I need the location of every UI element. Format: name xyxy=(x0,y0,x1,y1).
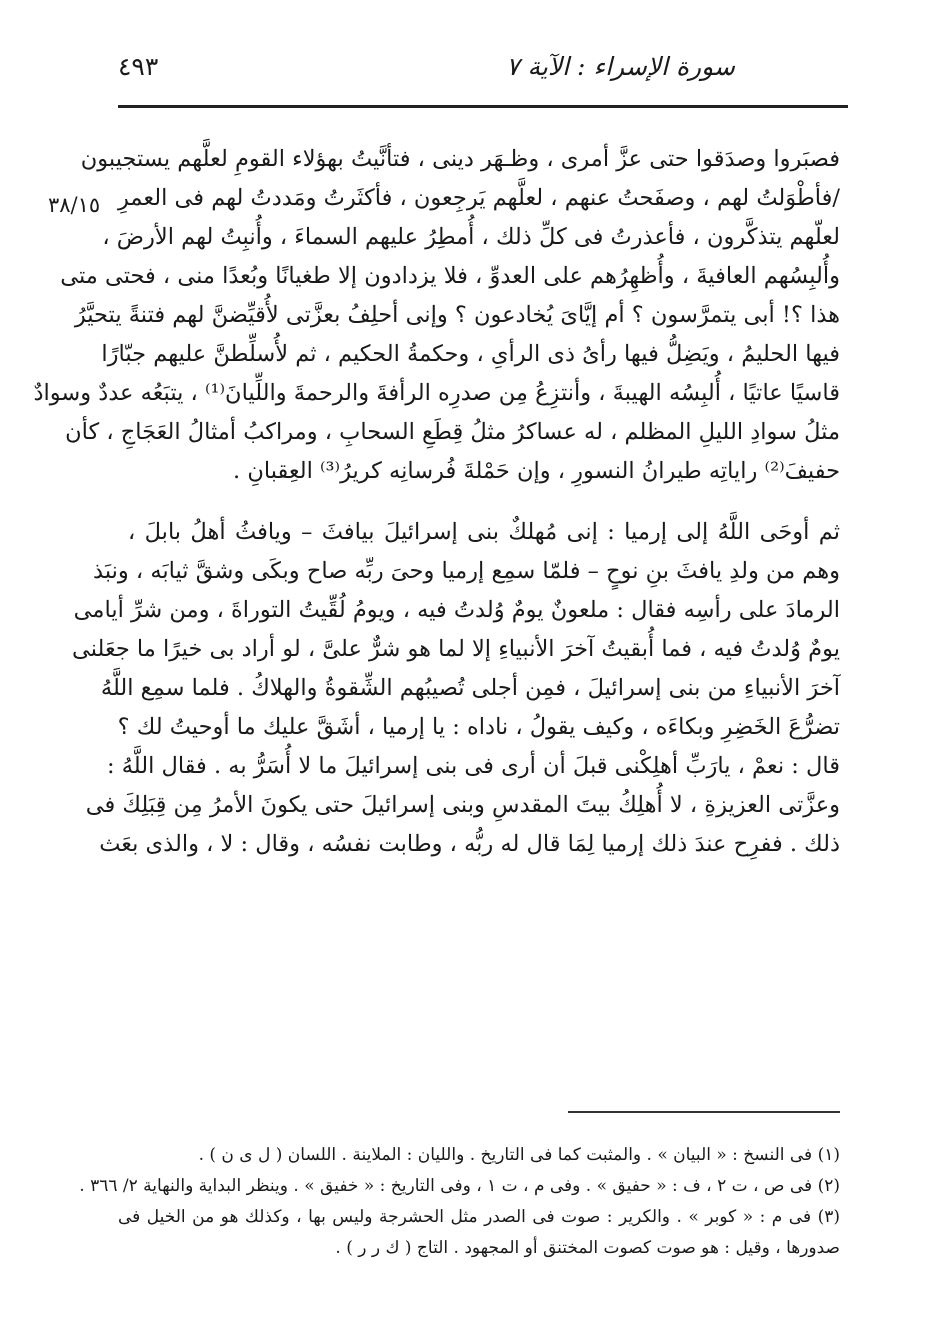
text-line: تضرُّعَ الخَضِرِ وبكاءَه ، وكيف يقولُ ، ناداه : يا إرميا ، أشَقَّ عليك ما أوحيتُ لك ؟ xyxy=(117,714,840,740)
text-line: مثلُ سوادِ الليلِ المظلم ، له عساكرُ مثلُ قِطَعِ السحابِ ، ومراكبُ أمثالُ العَجَاجِ ، كأن xyxy=(65,419,840,445)
footnotes xyxy=(79,1140,840,1264)
margin-reference: ٣٨/١٥ xyxy=(48,193,101,217)
paragraph-gap xyxy=(128,491,840,513)
text-line: ذلك . ففرِح عندَ ذلك إرميا لِمَا قال له ربُّه ، وطابت نفسُه ، وقال : لا ، والذى بعَث xyxy=(99,831,840,857)
text-line: يومٌ وُلدتُ فيه ، فما أُبقيتُ آخرَ الأنبياءِ إلا لما هو شرٌّ علىَّ ، لو أراد بى خيرًا ما جعَلنى xyxy=(72,636,840,662)
text-line: وأُلبِسُهم العافيةَ ، وأُظهِرُهم على العدوِّ ، فلا يزدادون إلا طغيانًا وبُعدًا منى ، فحتى متى xyxy=(60,263,840,289)
page-header xyxy=(118,52,843,92)
text-line: وعزَّتى العزيزةِ ، لا أُهلِكُ بيتَ المقدسِ وبنى إسرائيلَ حتى يكونَ الأمرُ مِن قِبَلِكَ فى xyxy=(85,792,840,818)
text-line: الرمادَ على رأسِه فقال : ملعونٌ يومٌ وُلدتُ فيه ، ويومُ لُقِّيتُ التوراةَ ، ومن شرِّ أيامى xyxy=(73,597,840,623)
text-line: وهم من ولدِ يافثَ بنِ نوحٍ – فلمّا سمِع إرميا وحىَ ربِّه صاح وبكَى وشقَّ ثيابَه ، ونبَذ xyxy=(93,558,840,584)
text-line: لعلّهم يتذكَّرون ، فأعذرتُ فى كلِّ ذلك ، أُمطِرُ عليهم السماءَ ، وأُنبِتُ لهم الأرضَ ، xyxy=(102,224,840,250)
text-line: ثم أوحَى اللَّهُ إلى إرميا : إنى مُهلكٌ بنى إسرائيلَ بيافثَ – ويافثُ أهلُ بابلَ ، xyxy=(128,519,840,545)
text-line: /فأطْوَلتُ لهم ، وصفَحتُ عنهم ، لعلَّهم يَرجِعون ، فأكثَرتُ ومَددتُ لهم فى العمرِ xyxy=(118,185,840,211)
footnote: صدورها ، وقيل : هو صوت كصوت المختنق أو المجهود . التاج ( ك ر ر ) . xyxy=(335,1238,840,1258)
text-line: فصبَروا وصدَقوا حتى عزَّ أمرى ، وظـهَر دينى ، فتأنَّيتُ بهؤلاء القومِ لعلَّهم يستجيبون xyxy=(80,146,840,172)
text-line: فيها الحليمُ ، ويَضِلُّ فيها رأىُ ذى الرأىِ ، وحكمةُ الحكيم ، ثم لأُسلِّطنَّ عليهم جبّارًا xyxy=(101,341,840,367)
text-line: هذا ؟! أبى يتمرَّسون ؟ أم إيَّاىَ يُخادعون ؟ وإنى أحلِفُ بعزَّتى لأُقيِّضنَّ لهم فتنةً يتحيَّرُ xyxy=(74,302,840,328)
footnote: (٣) فى م : « كوبر » . والكرير : صوت فى الصدر مثل الحشرجة وليس بها ، وكذلك هو من الخيل فى xyxy=(118,1207,840,1227)
footnote: (١) فى النسخ : « البيان » . والمثبت كما فى التاريخ . والليان : الملاينة . اللسان ( ل ى ن ) . xyxy=(198,1145,840,1165)
text-line: آخرَ الأنبياءِ من بنى إسرائيلَ ، فمِن أجلى تُصيبُهم الشِّقوةُ والهلاكُ . فلما سمِع اللَّهُ xyxy=(100,675,840,701)
header-rule xyxy=(118,105,848,108)
footnote: (٢) فى ص ، ت ٢ ، ف : « حفيق » . وفى م ، ت ١ ، وفى التاريخ : « خفيق » . وينظر البداية والنهاية ٢/ ٣٦٦ . xyxy=(79,1176,840,1196)
page-number: ٤٩٣ xyxy=(118,52,159,81)
footnote-rule xyxy=(568,1111,840,1113)
text-line: قاسيًا عاتيًا ، أُلبِسُه الهيبةَ ، وأنتزِعُ مِن صدرِه الرأفةَ والرحمةَ واللِّيانَ⁽¹⁾ ، يتبَعُه عددٌ وسوادٌ xyxy=(33,380,840,406)
running-title: سورة الإسراء : الآية ٧ xyxy=(506,52,735,81)
text-line: حفيفَ⁽²⁾ راياتِه طيرانُ النسورِ ، وإن حَمْلةَ فُرسانِه كريرُ⁽³⁾ العِقبانِ . xyxy=(233,458,840,484)
text-line: قال : نعمْ ، يارَبِّ أهلِكْنى قبلَ أن أرى فى بنى إسرائيلَ ما لا أُسَرُّ به . فقال اللَّهُ : xyxy=(106,753,840,779)
